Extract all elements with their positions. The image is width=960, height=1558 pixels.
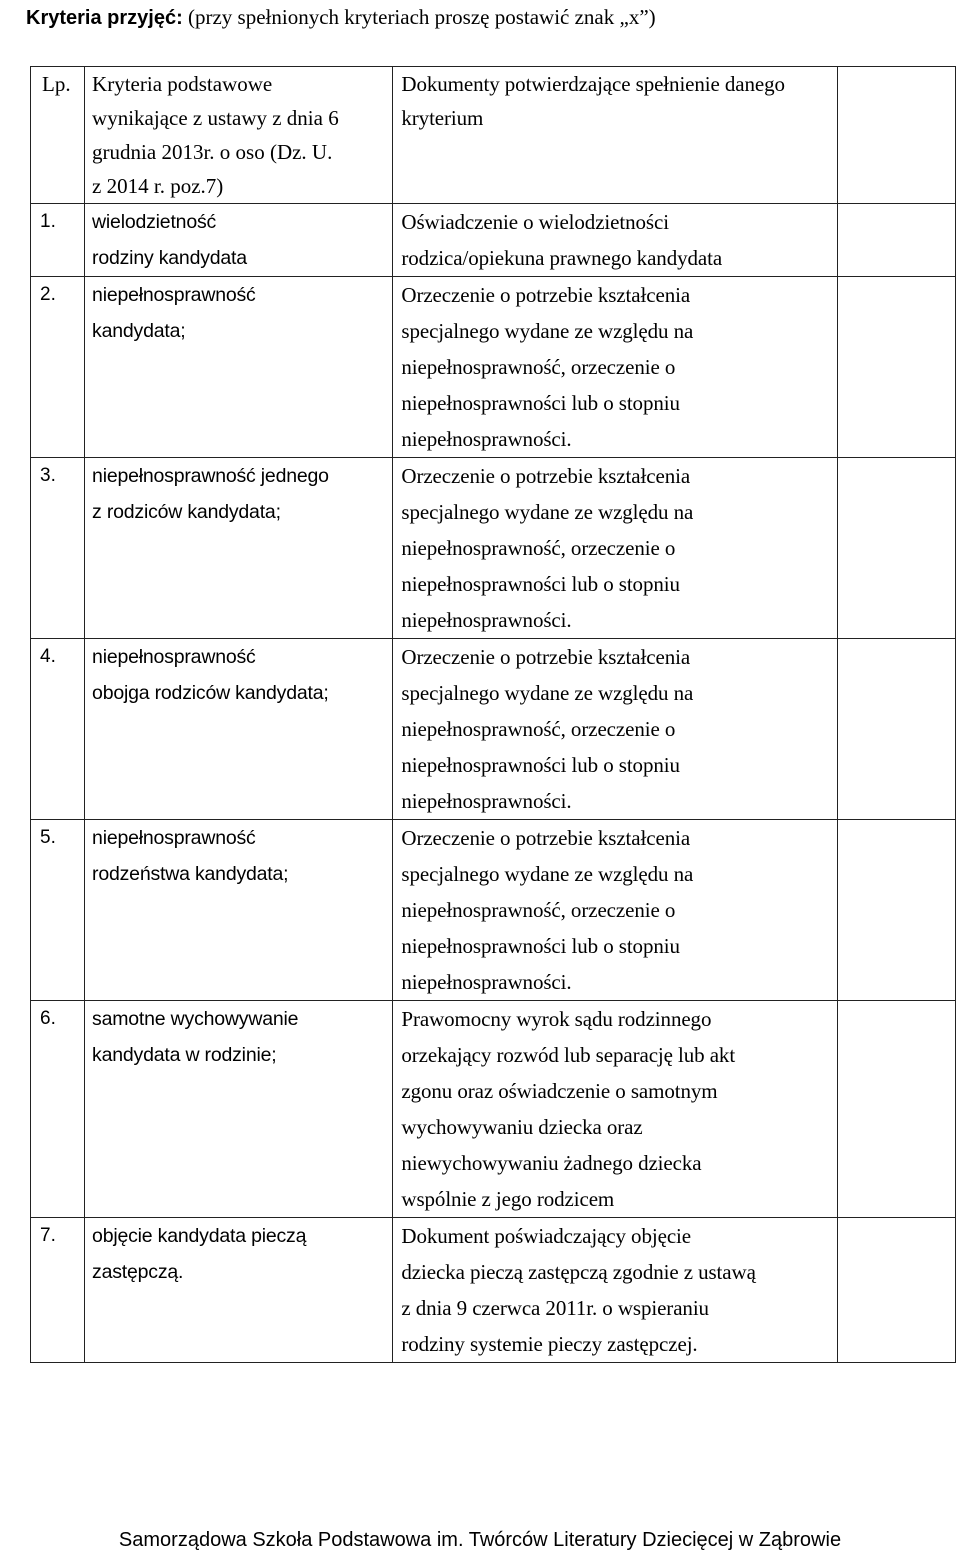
table-row <box>31 639 956 820</box>
header-lp: Lp. <box>42 72 71 96</box>
mark-cell[interactable] <box>837 820 955 1001</box>
criterion-cell <box>85 639 393 820</box>
row-number: 3. <box>40 465 56 486</box>
mark-cell[interactable] <box>837 458 955 639</box>
document-cell <box>393 820 837 1001</box>
page-footer: Samorządowa Szkoła Podstawowa im. Twórców Literatury Dziecięcej w Ząbrowie <box>118 1529 842 1551</box>
document-cell <box>393 277 837 458</box>
table-row <box>31 1218 956 1363</box>
lp-cell <box>31 1001 85 1218</box>
row-number: 6. <box>40 1008 56 1029</box>
table-row <box>31 458 956 639</box>
row-number: 5. <box>40 827 56 848</box>
document-text: Dokument poświadczający objęcie dziecka pieczą zastępczą zgodnie z ustawą z dnia 9 czerwca 2011r. o wspieraniu rodziny systemie pieczy zastępczej. <box>401 1224 756 1356</box>
criterion-text: objęcie kandydata pieczą zastępczą. <box>92 1225 307 1283</box>
document-text: Orzeczenie o potrzebie kształcenia specjalnego wydane ze względu na niepełnosprawność, orzeczenie o niepełnosprawności lub o stopniu niepełnosprawności. <box>401 464 694 632</box>
table-header-row <box>31 67 956 204</box>
heading-label: Kryteria przyjęć: <box>26 7 183 29</box>
row-number: 1. <box>40 211 56 232</box>
criterion-cell <box>85 1218 393 1363</box>
criterion-text: niepełnosprawność kandydata; <box>92 284 256 342</box>
criterion-cell <box>85 458 393 639</box>
header-criteria-cell <box>85 67 393 204</box>
table-row <box>31 277 956 458</box>
lp-cell <box>31 820 85 1001</box>
lp-cell <box>31 277 85 458</box>
mark-cell[interactable] <box>837 277 955 458</box>
document-cell <box>393 1001 837 1218</box>
document-text: Orzeczenie o potrzebie kształcenia specjalnego wydane ze względu na niepełnosprawność, orzeczenie o niepełnosprawności lub o stopniu niepełnosprawności. <box>401 645 694 813</box>
criterion-cell <box>85 820 393 1001</box>
document-cell <box>393 204 837 277</box>
document-cell <box>393 458 837 639</box>
criterion-text: niepełnosprawność rodzeństwa kandydata; <box>92 827 289 885</box>
lp-cell <box>31 1218 85 1363</box>
lp-cell <box>31 458 85 639</box>
header-lp-cell <box>31 67 85 204</box>
header-documents-cell <box>393 67 837 204</box>
document-text: Orzeczenie o potrzebie kształcenia specjalnego wydane ze względu na niepełnosprawność, orzeczenie o niepełnosprawności lub o stopniu niepełnosprawności. <box>401 283 694 451</box>
criteria-table-body <box>31 67 956 1363</box>
page-heading <box>26 3 656 32</box>
criterion-cell <box>85 1001 393 1218</box>
document-text: Orzeczenie o potrzebie kształcenia specjalnego wydane ze względu na niepełnosprawność, orzeczenie o niepełnosprawności lub o stopniu niepełnosprawności. <box>401 826 694 994</box>
mark-cell[interactable] <box>837 639 955 820</box>
lp-cell <box>31 639 85 820</box>
document-cell <box>393 1218 837 1363</box>
table-row <box>31 204 956 277</box>
lp-cell <box>31 204 85 277</box>
mark-cell[interactable] <box>837 204 955 277</box>
document-cell <box>393 639 837 820</box>
mark-cell[interactable] <box>837 1218 955 1363</box>
header-documents: Dokumenty potwierdzające spełnienie danego kryterium <box>401 72 785 130</box>
row-number: 4. <box>40 646 56 667</box>
criterion-cell <box>85 204 393 277</box>
document-text: Oświadczenie o wielodzietności rodzica/opiekuna prawnego kandydata <box>401 210 723 270</box>
criterion-text: niepełnosprawność obojga rodziców kandydata; <box>92 646 329 704</box>
mark-cell[interactable] <box>837 1001 955 1218</box>
row-number: 2. <box>40 284 56 305</box>
table-row <box>31 820 956 1001</box>
criterion-text: niepełnosprawność jednego z rodziców kandydata; <box>92 465 329 523</box>
document-text: Prawomocny wyrok sądu rodzinnego orzekający rozwód lub separację lub akt zgonu oraz oświadczenie o samotnym wychowywaniu dziecka oraz niewychowywaniu żadnego dziecka wspólnie z jego rodzicem <box>401 1007 736 1211</box>
criterion-text: wielodzietność rodziny kandydata <box>92 211 247 269</box>
table-row <box>31 1001 956 1218</box>
criterion-cell <box>85 277 393 458</box>
criterion-text: samotne wychowywanie kandydata w rodzinie; <box>92 1008 299 1066</box>
heading-instruction: (przy spełnionych kryteriach proszę postawić znak „x”) <box>182 5 656 29</box>
header-criteria: Kryteria podstawowe wynikające z ustawy z dnia 6 grudnia 2013r. o oso (Dz. U. z 2014 r. poz.7) <box>92 72 339 198</box>
row-number: 7. <box>40 1225 56 1246</box>
criteria-table <box>30 66 956 1363</box>
header-mark-cell <box>837 67 955 204</box>
